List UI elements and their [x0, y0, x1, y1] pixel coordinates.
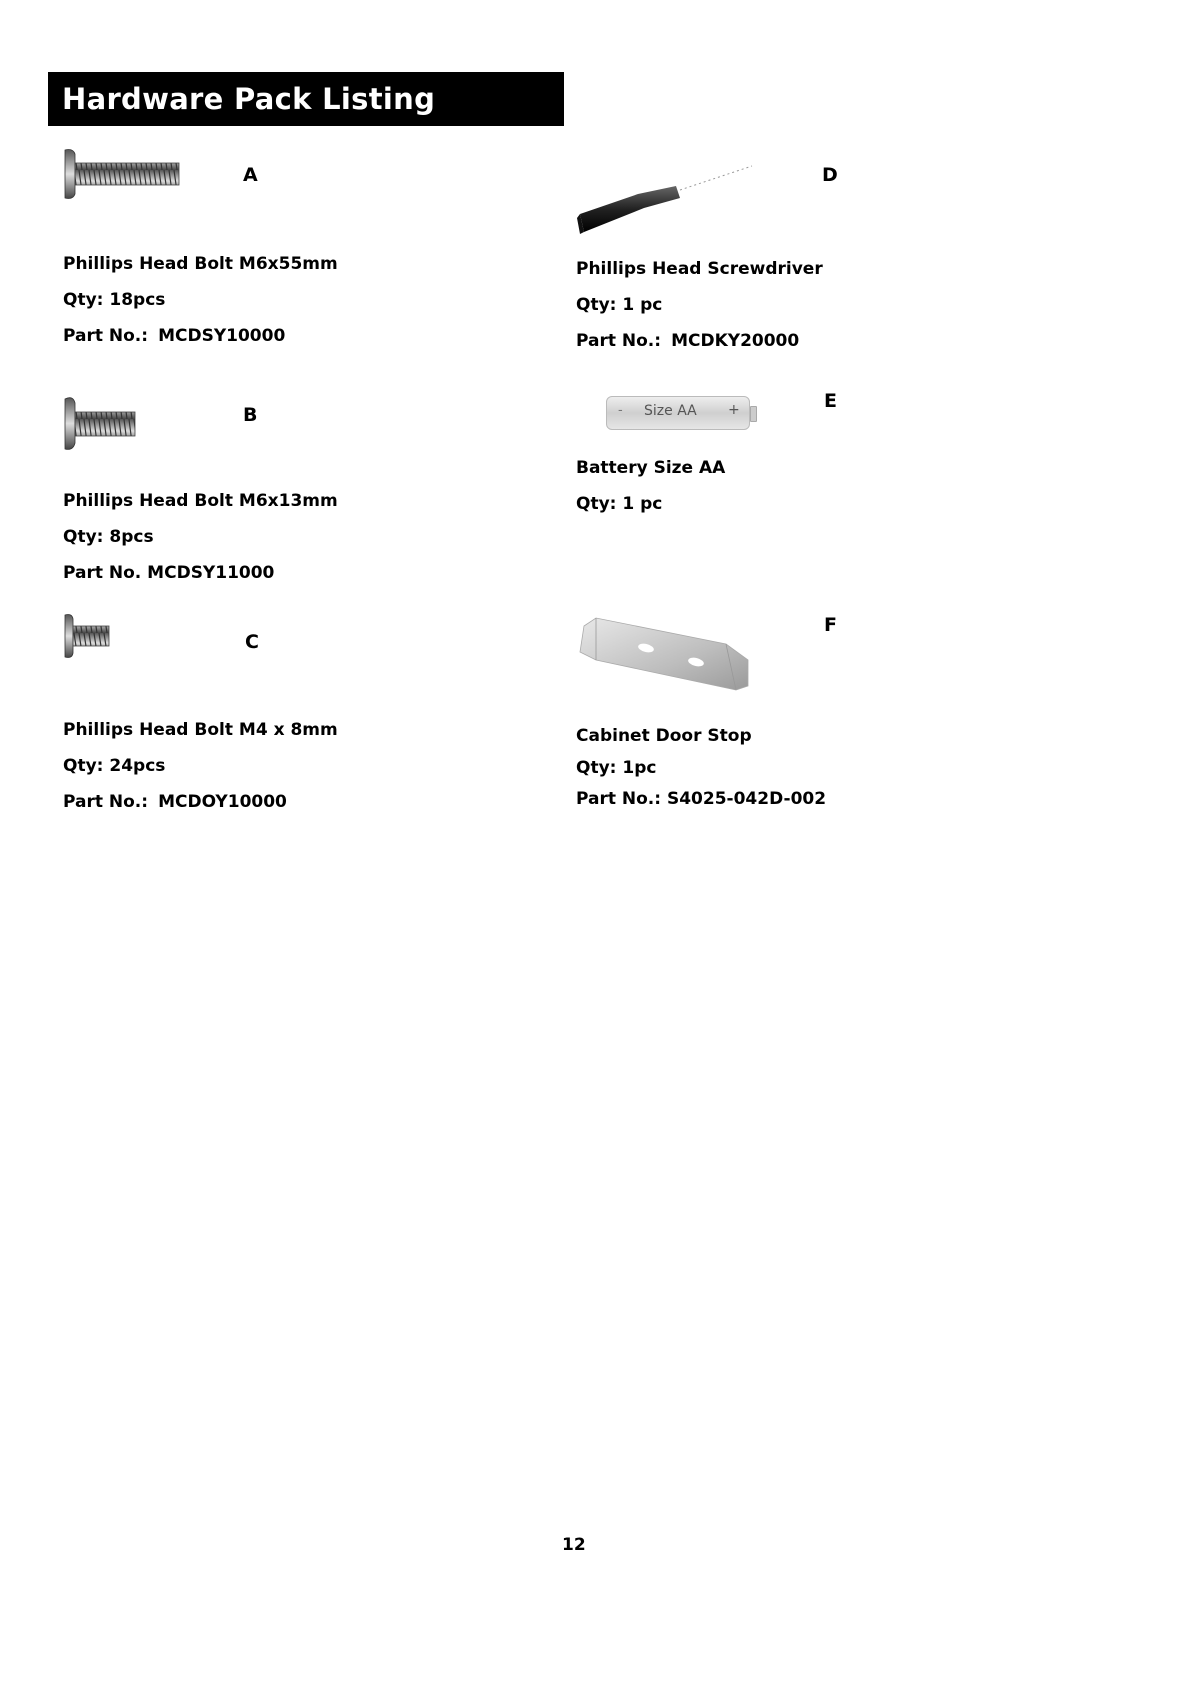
- hardware-item-a: [63, 148, 513, 348]
- item-letter: C: [245, 631, 259, 653]
- hardware-item-f: [576, 614, 1026, 814]
- hardware-item-d: [576, 160, 1026, 360]
- item-name: Phillips Head Screwdriver: [576, 259, 823, 279]
- item-letter: A: [243, 164, 258, 186]
- short-bolt-icon: [63, 613, 113, 659]
- section-title: Hardware Pack Listing: [62, 82, 436, 116]
- hardware-item-c: [63, 613, 513, 813]
- battery-size-label: Size AA: [644, 403, 697, 419]
- item-quantity: Qty: 1 pc: [576, 494, 663, 514]
- hardware-item-e: [576, 390, 1026, 530]
- item-letter: B: [243, 404, 258, 426]
- item-letter: F: [824, 614, 837, 636]
- section-header: [48, 72, 564, 126]
- item-quantity: Qty: 8pcs: [63, 527, 154, 547]
- part-number-label: Part No.:: [576, 331, 662, 351]
- item-name: Phillips Head Bolt M4 x 8mm: [63, 720, 338, 740]
- item-part-number: [63, 792, 287, 812]
- item-part-number: Part No. MCDSY11000: [63, 563, 275, 583]
- part-number-value: MCDOY10000: [158, 792, 287, 812]
- part-number-label: Part No.:: [63, 326, 149, 346]
- item-quantity: Qty: 24pcs: [63, 756, 166, 776]
- page-number: 12: [562, 1535, 586, 1555]
- item-name: Battery Size AA: [576, 458, 726, 478]
- battery-plus-sign: +: [728, 402, 740, 418]
- battery-minus-sign: -: [618, 403, 623, 418]
- screwdriver-icon: [576, 160, 756, 240]
- battery-terminal: [750, 406, 757, 422]
- item-name: Phillips Head Bolt M6x13mm: [63, 491, 338, 511]
- item-quantity: Qty: 1 pc: [576, 295, 663, 315]
- aa-battery-icon: [606, 396, 756, 430]
- hardware-item-b: [63, 395, 513, 595]
- item-quantity: Qty: 1pc: [576, 758, 657, 778]
- item-name: Cabinet Door Stop: [576, 726, 752, 746]
- item-quantity: Qty: 18pcs: [63, 290, 166, 310]
- long-bolt-icon: [63, 148, 183, 200]
- part-number-label: Part No.:: [63, 792, 149, 812]
- part-number-value: MCDKY20000: [671, 331, 800, 351]
- item-part-number: [63, 326, 285, 346]
- item-part-number: Part No.: S4025-042D-002: [576, 789, 827, 809]
- item-name: Phillips Head Bolt M6x55mm: [63, 254, 338, 274]
- item-letter: D: [822, 164, 838, 186]
- medium-bolt-icon: [63, 395, 143, 453]
- part-number-value: MCDSY10000: [158, 326, 286, 346]
- item-letter: E: [824, 390, 837, 412]
- item-part-number: [576, 331, 799, 351]
- door-stop-bracket-icon: [576, 614, 756, 694]
